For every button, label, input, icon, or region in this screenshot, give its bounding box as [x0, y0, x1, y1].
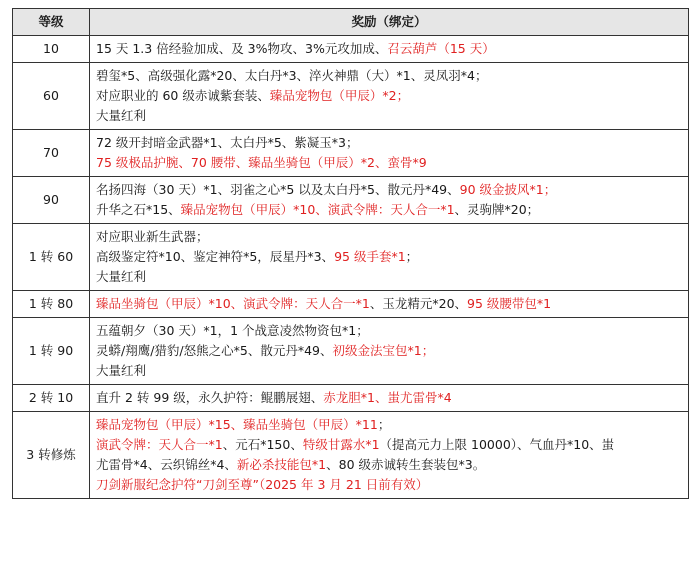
reward-line [96, 247, 682, 267]
reward-text: 直升 2 转 99 级，永久护符：鲲鹏展翅、 [96, 390, 324, 405]
level-reward-table [12, 8, 689, 499]
highlighted-reward-text: 75 级极品护腕、70 腰带、臻品坐骑包（甲辰）*2、蛮骨*9 [96, 155, 427, 170]
highlighted-reward-text: 初级金法宝包*1； [332, 343, 435, 358]
reward-cell [90, 224, 689, 291]
level-cell: 2 转 10 [13, 385, 90, 412]
table-row [13, 224, 689, 291]
reward-line [96, 475, 682, 495]
level-cell: 90 [13, 177, 90, 224]
reward-cell [90, 177, 689, 224]
highlighted-reward-text: 臻品坐骑包（甲辰）*10、演武令牌：天人合一*1 [96, 296, 370, 311]
reward-text: 、灵驹牌*20； [454, 202, 540, 217]
reward-text: 碧玺*5、高级强化露*20、太白丹*3、淬火神鼎（大）*1、灵凤羽*4； [96, 68, 488, 83]
reward-line [96, 153, 682, 173]
highlighted-reward-text: 新必杀技能包*1 [236, 457, 327, 472]
reward-line [96, 341, 682, 361]
reward-line [96, 106, 682, 126]
level-column-header: 等级 [13, 9, 90, 36]
table-row [13, 130, 689, 177]
reward-line [96, 294, 682, 314]
reward-cell [90, 412, 689, 499]
reward-line [96, 455, 682, 475]
reward-line [96, 133, 682, 153]
table-header-row [13, 9, 689, 36]
level-cell: 70 [13, 130, 90, 177]
level-cell: 3 转修炼 [13, 412, 90, 499]
table-row [13, 177, 689, 224]
table-row [13, 36, 689, 63]
reward-line [96, 39, 682, 59]
highlighted-reward-text: 90 级金披风*1； [459, 182, 557, 197]
level-cell: 1 转 60 [13, 224, 90, 291]
reward-cell [90, 318, 689, 385]
reward-text: 72 级开封暗金武器*1、太白丹*5、紫凝玉*3； [96, 135, 359, 150]
reward-text: 尤雷骨*4、云织锦丝*4、 [96, 457, 237, 472]
reward-text: （提高元力上限 10000）、气血丹*10、蚩 [379, 437, 615, 452]
reward-text: 、元石*150、 [222, 437, 303, 452]
highlighted-reward-text: 臻品宠物包（甲辰）*15、臻品坐骑包（甲辰）*11 [96, 417, 378, 432]
reward-text: 对应职业的 60 级赤诚紫套装、 [96, 88, 270, 103]
reward-cell [90, 36, 689, 63]
reward-text: 大量红利 [96, 108, 147, 123]
reward-text: 、玉龙精元*20、 [369, 296, 468, 311]
reward-text: ； [377, 417, 391, 432]
reward-text: 大量红利 [96, 363, 147, 378]
reward-text: 名扬四海（30 天）*1、羽雀之心*5 以及太白丹*5、散元丹*49、 [96, 182, 460, 197]
reward-line [96, 361, 682, 381]
highlighted-reward-text: 特级甘露水*1 [302, 437, 380, 452]
reward-text: ； [405, 249, 419, 264]
reward-line [96, 321, 682, 341]
reward-line [96, 180, 682, 200]
level-cell: 60 [13, 63, 90, 130]
reward-table-container [12, 8, 689, 499]
reward-text: 五蕴朝夕（30 天）*1，1 个战意凌然物资包*1； [96, 323, 369, 338]
reward-cell [90, 291, 689, 318]
reward-line [96, 388, 682, 408]
reward-text: 对应职业新生武器； [96, 229, 209, 244]
table-row [13, 385, 689, 412]
reward-text: 高级鉴定符*10、鉴定神符*5，辰星丹*3、 [96, 249, 335, 264]
highlighted-reward-text: 演武令牌：天人合一*1 [96, 437, 223, 452]
reward-line [96, 435, 682, 455]
reward-line [96, 86, 682, 106]
reward-line [96, 66, 682, 86]
highlighted-reward-text: 赤龙胆*1、蚩尤雷骨*4 [323, 390, 452, 405]
reward-line [96, 267, 682, 287]
table-row [13, 318, 689, 385]
reward-text: 大量红利 [96, 269, 147, 284]
table-body [13, 36, 689, 499]
table-row [13, 291, 689, 318]
table-row [13, 63, 689, 130]
reward-column-header: 奖励（绑定） [90, 9, 689, 36]
highlighted-reward-text: 95 级腰带包*1 [467, 296, 552, 311]
level-cell: 1 转 80 [13, 291, 90, 318]
highlighted-reward-text: 臻品宠物包（甲辰）*10、演武令牌：天人合一*1 [180, 202, 455, 217]
table-row [13, 412, 689, 499]
highlighted-reward-text: 95 级手套*1 [334, 249, 406, 264]
highlighted-reward-text: 刀剑新服纪念护符“刀剑至尊”（2025 年 3 月 21 日前有效） [96, 477, 429, 492]
level-cell: 1 转 90 [13, 318, 90, 385]
reward-text: 15 天 1.3 倍经验加成、及 3%物攻、3%元攻加成、 [96, 41, 388, 56]
reward-line [96, 415, 682, 435]
reward-text: 灵蟒/翔鹰/猎豹/怒熊之心*5、散元丹*49、 [96, 343, 333, 358]
highlighted-reward-text: 臻品宠物包（甲辰）*2； [269, 88, 410, 103]
reward-cell [90, 63, 689, 130]
reward-text: 升华之石*15、 [96, 202, 181, 217]
reward-text: 、80 级赤诚转生套装包*3。 [326, 457, 486, 472]
reward-cell [90, 385, 689, 412]
level-cell: 10 [13, 36, 90, 63]
reward-cell [90, 130, 689, 177]
highlighted-reward-text: 召云葫芦（15 天） [387, 41, 495, 56]
reward-line [96, 200, 682, 220]
reward-line [96, 227, 682, 247]
